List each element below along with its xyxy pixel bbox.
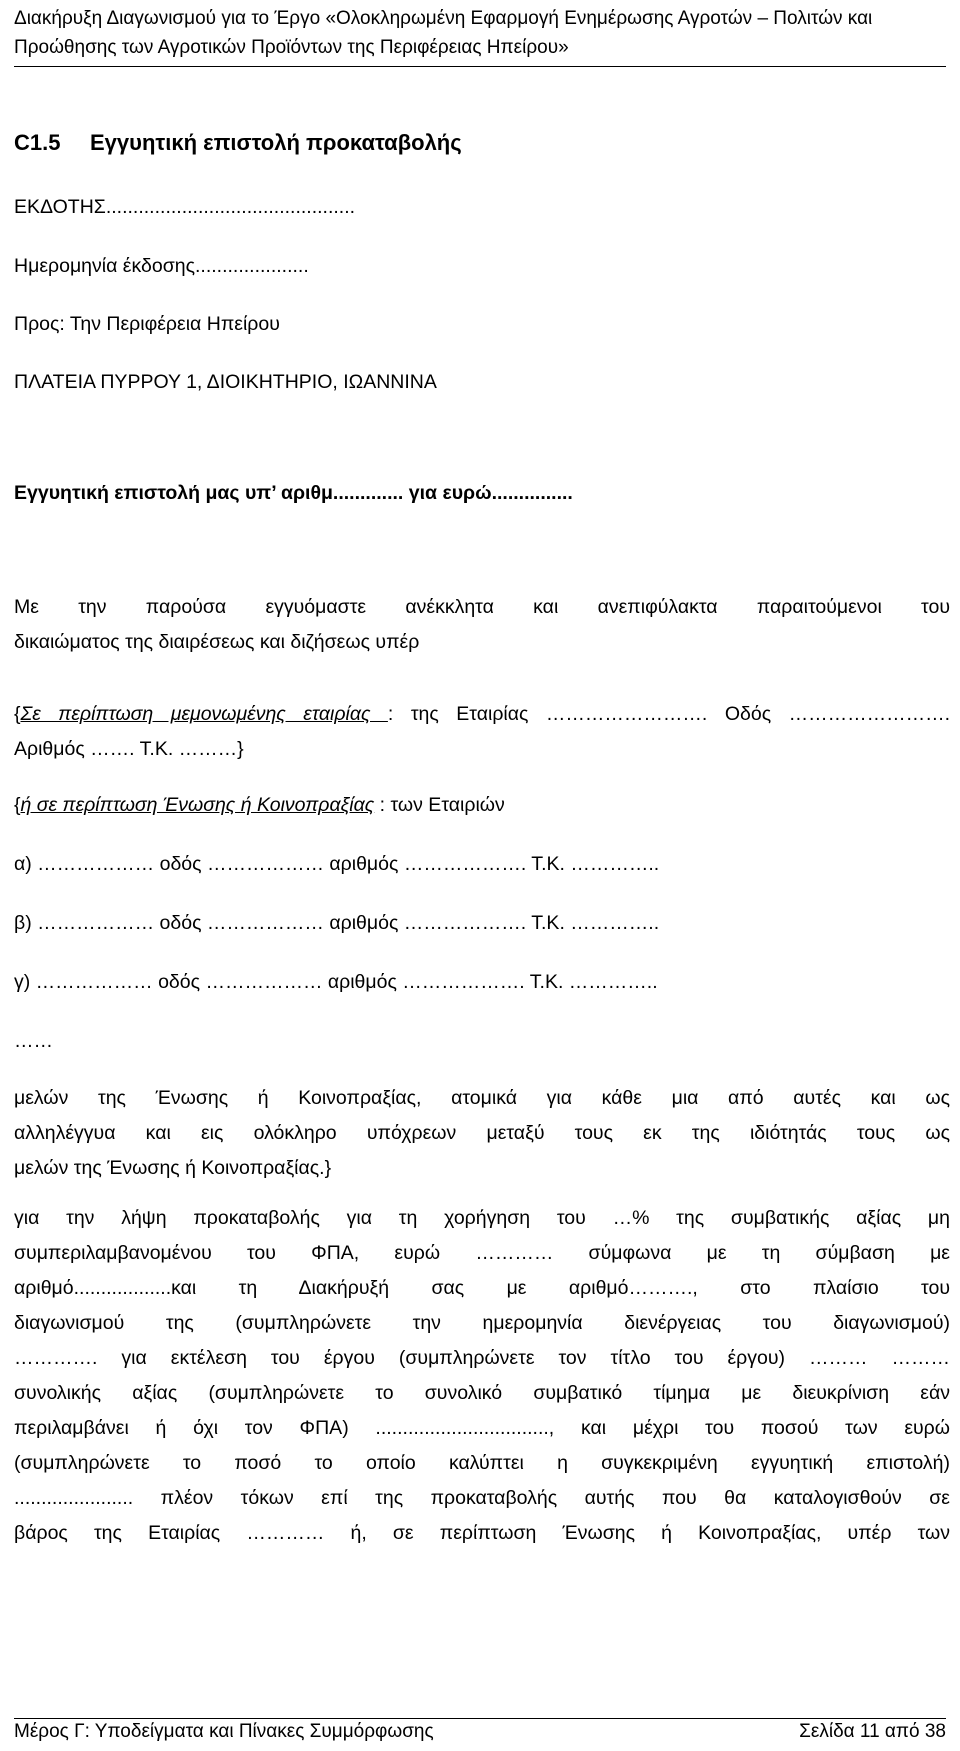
joint-venture-label: ή σε περίπτωση Ένωσης ή Κοινοπραξίας xyxy=(20,794,375,816)
section-number: C1.5 xyxy=(14,130,61,155)
text-line: συνολικής αξίας (συμπληρώνετε το συνολικό συμβατικό τίμημα με διευκρίνιση εάν xyxy=(14,1382,950,1404)
paragraph-members xyxy=(14,1081,950,1186)
letter-reference: Εγγυητική επιστολή μας υπ’ αριθμ............. για ευρώ............... xyxy=(14,482,573,504)
page-header xyxy=(14,4,934,62)
ellipsis-line: …… xyxy=(14,1030,53,1052)
text-line: βάρος της Εταιρίας ………… ή, σε περίπτωση Ένωσης ή Κοινοπραξίας, υπέρ των xyxy=(14,1522,950,1544)
member-b-line: β) ……………… οδός ……………… αριθμός ………………. Τ.Κ. ………….. xyxy=(14,912,660,934)
text-line: συμπεριλαμβανομένου του ΦΠΑ, ευρώ ………… σύμφωνα με τη σύμβαση με xyxy=(14,1242,950,1264)
member-c-line: γ) ……………… οδός ……………… αριθμός ………………. Τ.Κ. ………….. xyxy=(14,971,658,993)
address-line: ΠΛΑΤΕΙΑ ΠΥΡΡΟΥ 1, ΔΙΟΙΚΗΤΗΡΙΟ, ΙΩΑΝΝΙΝΑ xyxy=(14,371,437,393)
text-line: αλληλέγγυα και εις ολόκληρο υπόχρεων μεταξύ τους εκ της ιδιότητάς τους ως xyxy=(14,1122,950,1144)
brace-open: { xyxy=(14,794,21,816)
text-line: …………. για εκτέλεση του έργου (συμπληρώνετε τον τίτλο του έργου) ……… ……… xyxy=(14,1347,950,1369)
paragraph-advance-payment xyxy=(14,1201,950,1551)
text-line: μελών της Ένωσης ή Κοινοπραξίας.} xyxy=(14,1157,332,1179)
text-line: μελών της Ένωσης ή Κοινοπραξίας, ατομικά για κάθε μια από αυτές και ως xyxy=(14,1087,950,1109)
recipient-line: Προς: Την Περιφέρεια Ηπείρου xyxy=(14,313,280,335)
text-line: για την λήψη προκαταβολής για τη χορήγηση του …% της συμβατικής αξίας μη xyxy=(14,1207,950,1229)
member-a-line: α) ……………… οδός ……………… αριθμός ………………. Τ.Κ. ………….. xyxy=(14,853,660,875)
text-line: δικαιώματος της διαιρέσεως και διζήσεως υπέρ xyxy=(14,631,420,653)
header-line-2: Προώθησης των Αγροτικών Προϊόντων της Περιφέρειας Ηπείρου» xyxy=(14,37,569,58)
joint-venture-details: : των Εταιριών xyxy=(374,794,505,816)
text-line: αριθμό..................και τη Διακήρυξή σας με αριθμό………., στο πλαίσιο του xyxy=(14,1277,950,1299)
section-heading xyxy=(14,130,950,156)
single-company-label: Σε περίπτωση μεμονωμένης εταιρίας xyxy=(20,703,388,725)
header-rule xyxy=(14,66,946,67)
issuer-field: ΕΚΔΟΤΗΣ.............................................. xyxy=(14,196,356,218)
footer-page-number: Σελίδα 11 από 38 xyxy=(799,1721,946,1742)
text-line: ...................... πλέον τόκων επί της προκαταβολής αυτής που θα καταλογισθούν σε xyxy=(14,1487,950,1509)
text-line: περιλαμβάνει ή όχι τον ΦΠΑ) ................................, και μέχρι του ποσού των ευρώ xyxy=(14,1417,950,1439)
footer-rule xyxy=(14,1718,946,1719)
single-company-clause xyxy=(14,697,950,767)
text-line: Αριθμός ……. Τ.Κ. ………} xyxy=(14,738,244,760)
text-line: Με την παρούσα εγγυόμαστε ανέκκλητα και ανεπιφύλακτα παραιτούμενοι του xyxy=(14,596,950,618)
footer-section-label: Μέρος Γ: Υποδείγματα και Πίνακες Συμμόρφωσης xyxy=(14,1721,434,1742)
paragraph-guarantee-intro xyxy=(14,590,950,660)
joint-venture-clause xyxy=(14,794,950,817)
section-title: Εγγυητική επιστολή προκαταβολής xyxy=(90,130,462,155)
text-line xyxy=(14,697,950,732)
text-line: διαγωνισμού της (συμπληρώνετε την ημερομηνία διενέργειας του διαγωνισμού) xyxy=(14,1312,950,1334)
single-company-details: : της Εταιρίας ……………………. Οδός ……………………. xyxy=(387,703,950,725)
header-line-1: Διακήρυξη Διαγωνισμού για το Έργο «Ολοκληρωμένη Εφαρμογή Ενημέρωσης Αγροτών – Πολιτών και xyxy=(14,8,873,29)
issue-date-field: Ημερομηνία έκδοσης..................... xyxy=(14,255,309,277)
text-line: (συμπληρώνετε το ποσό το οποίο καλύπτει η συγκεκριμένη εγγυητική επιστολή) xyxy=(14,1452,950,1474)
brace-open: { xyxy=(14,703,21,725)
